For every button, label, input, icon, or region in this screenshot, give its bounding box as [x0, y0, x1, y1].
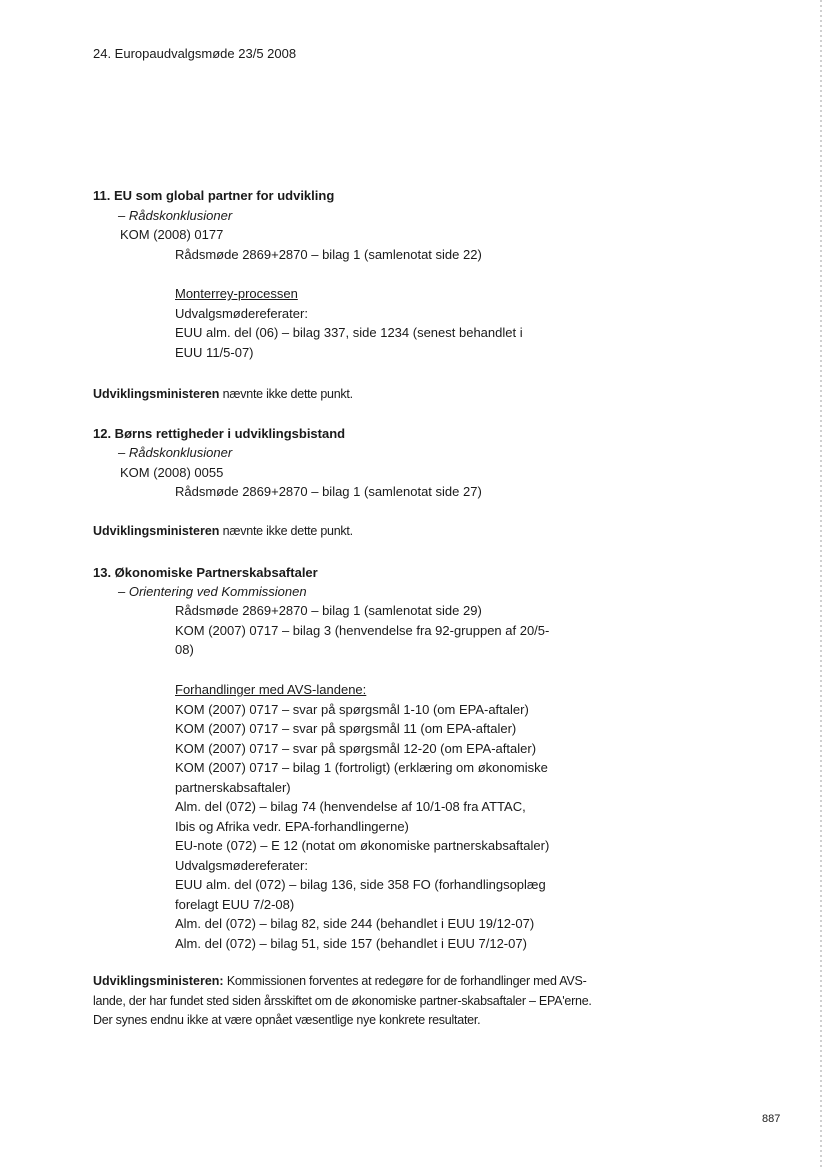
reference-line: KOM (2007) 0717 – svar på spørgsmål 11 (om EPA-aftaler)	[175, 721, 517, 736]
reference-line: Alm. del (072) – bilag 51, side 157 (behandlet i EUU 7/12-07)	[175, 935, 527, 951]
item-13-title: 13. Økonomiske Partnerskabsaftaler	[93, 565, 318, 580]
subsection-heading: Forhandlinger med AVS-landene:	[175, 682, 367, 697]
page-number: 887	[762, 1113, 781, 1125]
item-12-minister-note	[93, 522, 593, 542]
minister-label: Udviklingsministeren	[93, 524, 220, 538]
minister-text: nævnte ikke dette punkt.	[222, 524, 353, 538]
item-12-kom: KOM (2008) 0055	[120, 465, 224, 480]
item-11-role: – Rådskonklusioner	[118, 208, 233, 223]
reference-line: Alm. del (072) – bilag 82, side 244 (behandlet i EUU 19/12-07)	[175, 916, 535, 931]
subsection-heading: Monterrey-processen	[175, 286, 298, 301]
reference-line: Udvalgsmødereferater:	[175, 857, 308, 873]
item-11-title: 11. EU som global partner for udvikling	[93, 188, 335, 203]
reference-line: KOM (2007) 0717 – bilag 3 (henvendelse fra 92-gruppen af 20/5-	[175, 622, 550, 638]
reference-line: Udvalgsmødereferater:	[175, 305, 308, 321]
reference-line: EUU alm. del (072) – bilag 136, side 358 FO (forhandlingsoplæg	[175, 877, 546, 892]
page-header: 24. Europaudvalgsmøde 23/5 2008	[93, 46, 297, 61]
scan-edge	[820, 0, 822, 1167]
reference-line: EU-note (072) – E 12 (notat om økonomiske partnerskabsaftaler)	[175, 838, 550, 853]
reference-line: Alm. del (072) – bilag 74 (henvendelse af 10/1-08 fra ATTAC,	[175, 799, 526, 814]
item-11-kom: KOM (2008) 0177	[120, 227, 224, 242]
reference-line: Ibis og Afrika vedr. EPA-forhandlingerne)	[175, 818, 409, 834]
item-12-references	[175, 482, 595, 502]
reference-line: 08)	[175, 642, 194, 657]
item-11-minister-note	[93, 385, 593, 405]
minister-label: Udviklingsministeren:	[93, 974, 224, 988]
reference-line: Rådsmøde 2869+2870 – bilag 1 (samlenotat side 27)	[175, 484, 482, 499]
reference-line: KOM (2007) 0717 – bilag 1 (fortroligt) (erklæring om økonomiske	[175, 760, 548, 775]
reference-line: partnerskabsaftaler)	[175, 779, 291, 795]
reference-line: KOM (2007) 0717 – svar på spørgsmål 1-10 (om EPA-aftaler)	[175, 701, 529, 717]
reference-line: EUU 11/5-07)	[175, 344, 254, 360]
item-13-negotiations	[175, 680, 595, 953]
reference-line: EUU alm. del (06) – bilag 337, side 1234 (senest behandlet i	[175, 325, 523, 340]
minister-text: nævnte ikke dette punkt.	[222, 387, 353, 401]
reference-line: Rådsmøde 2869+2870 – bilag 1 (samlenotat side 29)	[175, 603, 482, 618]
item-13-role: – Orientering ved Kommissionen	[118, 584, 307, 599]
item-11-references	[175, 245, 595, 265]
item-12-role: – Rådskonklusioner	[118, 445, 233, 460]
minister-text: Kommissionen forventes at redegøre for de forhandlinger med AVS-lande, der har fundet sted siden årsskiftet om de økonomiske partner-skabsaftaler – EPA'erne. Der synes endnu ikke at være opnået væsentlige nye konkrete resultater.	[93, 974, 592, 1027]
item-13-references	[175, 601, 595, 660]
item-12-title: 12. Børns rettigheder i udviklingsbistand	[93, 426, 346, 441]
reference-line: KOM (2007) 0717 – svar på spørgsmål 12-20 (om EPA-aftaler)	[175, 740, 537, 756]
reference-line: Rådsmøde 2869+2870 – bilag 1 (samlenotat side 22)	[175, 247, 482, 262]
item-13-minister-note	[93, 972, 593, 1031]
item-11-monterrey	[175, 284, 595, 362]
reference-line: forelagt EUU 7/2-08)	[175, 896, 295, 912]
minister-label: Udviklingsministeren	[93, 387, 220, 401]
